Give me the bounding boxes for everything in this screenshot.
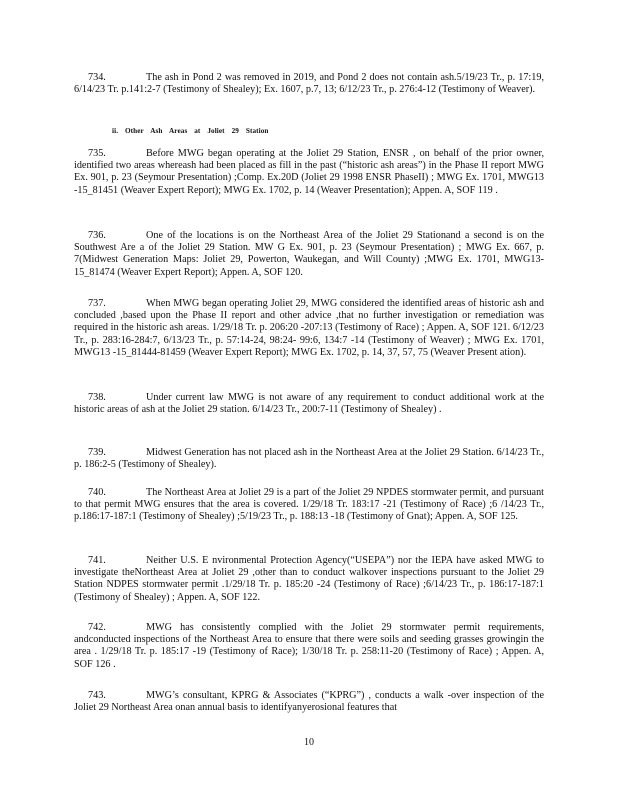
paragraph-number: 741. [88,555,106,566]
paragraph-text: MWG’s consultant, KPRG & Associates (“KPRG”) , conducts a walk -over inspection of the Joliet 29 Northeast Area onan annual basis to identifyanyerosional features that [74,690,544,714]
paragraph-740 [74,487,544,524]
paragraph-text: Under current law MWG is not aware of any requirement to conduct additional work at the historic areas of ash at the Joliet 29 station. 6/14/23 Tr., 200:7-11 (Testimony of Shealey) . [74,392,544,416]
paragraph-734 [74,72,544,96]
paragraph-text: Neither U.S. E nvironmental Protection Agency(“USEPA”) nor the IEPA have asked MWG to investigate theNortheast Area at Joliet 29 ,other than to conduct walkover inspections pursuant to the Joliet 29 Station NDPES stormwater permit .1/29/18 Tr. p. 185:20 -24 (Testimony of Race) ;6/14/23 Tr., p. 186:17-187:1 (Testimony of Shealey) ; Appen. A, SOF 122. [74,555,544,603]
paragraph-743 [74,690,544,714]
paragraph-number: 737. [88,298,106,309]
paragraph-number: 740. [88,487,106,498]
paragraph-number: 739. [88,447,106,458]
paragraph-text: MWG has consistently complied with the Joliet 29 stormwater permit requirements, andconducted inspections of the Northeast Area to ensure that there were soils and seeding grasses growingin the area . 1/29/18 Tr. p. 185:17 -19 (Testimony of Race); 1/30/18 Tr. p. 258:11-20 (Testimony of Race) ; Appen. A, SOF 126 . [74,622,544,670]
paragraph-number: 742. [88,622,106,633]
paragraph-number: 734. [88,72,106,83]
paragraph-742 [74,622,544,671]
paragraph-text: The ash in Pond 2 was removed in 2019, and Pond 2 does not contain ash.5/19/23 Tr., p. 17:19, 6/14/23 Tr. p.141:2-7 (Testimony of Shealey); Ex. 1607, p.7, 13; 6/12/23 Tr., p. 276:4-12 (Testimony of Weaver). [74,72,544,96]
paragraph-number: 743. [88,690,106,701]
page-number: 10 [304,737,314,748]
paragraph-text: The Northeast Area at Joliet 29 is a part of the Joliet 29 NPDES stormwater permit, and pursuant to that permit MWG ensures that the area is covered. 1/29/18 Tr. 183:17 -21 (Testimony of Race) ;6 /14/23 Tr., p.186:17-187:1 (Testimony of Shealey) ;5/19/23 Tr., p. 188:13 -18 (Testimony of Gnat); Appen. A, SOF 125. [74,487,544,523]
paragraph-number: 738. [88,392,106,403]
section-subheading: ii. Other Ash Areas at Joliet 29 Station [112,127,269,135]
paragraph-text: Before MWG began operating at the Joliet 29 Station, ENSR , on behalf of the prior owner, identified two areas whereash had been placed as fill in the past (“historic ash areas”) in the Phase II report MWG Ex. 901, p. 23 (Seymour Presentation) ;Comp. Ex.20D (Joliet 29 1998 ENSR PhaseII) ; MWG Ex. 1701, MWG13 -15_81451 (Weaver Expert Report); MWG Ex. 1702, p. 14 (Weaver Presentation); Appen. A, SOF 119 . [74,148,544,196]
paragraph-number: 735. [88,148,106,159]
paragraph-text: Midwest Generation has not placed ash in the Northeast Area at the Joliet 29 Station. 6/14/23 Tr., p. 186:2-5 (Testimony of Shealey). [74,447,544,471]
paragraph-737 [74,298,544,359]
paragraph-738 [74,392,544,416]
paragraph-736 [74,230,544,279]
paragraph-741 [74,555,544,604]
paragraph-number: 736. [88,230,106,241]
paragraph-735 [74,148,544,197]
paragraph-text: When MWG began operating Joliet 29, MWG considered the identified areas of historic ash and concluded ,based upon the Phase II report and other advice ,that no further investigation or remediation was required in the historic ash areas. 1/29/18 Tr. p. 206:20 -207:13 (Testimony of Race) ; Appen. A, SOF 121. 6/12/23 Tr., p. 283:16-284:7, 6/13/23 Tr., p. 57:14-24, 98:24- 99:6, 134:7 -14 (Testimony of Weaver) ; MWG Ex. 1701, MWG13 -15_81444-81459 (Weaver Expert Report); MWG Ex. 1702, p. 14, 37, 57, 75 (Weaver Present ation). [74,298,544,358]
paragraph-text: One of the locations is on the Northeast Area of the Joliet 29 Stationand a second is on the Southwest Are a of the Joliet 29 Station. MW G Ex. 901, p. 23 (Seymour Presentation) ; MWG Ex. 667, p. 7(Midwest Generation Maps: Joliet 29, Powerton, Waukegan, and Will County) ;MWG Ex. 1701, MWG13-15_81474 (Weaver Expert Report); Appen. A, SOF 120. [74,230,544,278]
paragraph-739 [74,447,544,471]
